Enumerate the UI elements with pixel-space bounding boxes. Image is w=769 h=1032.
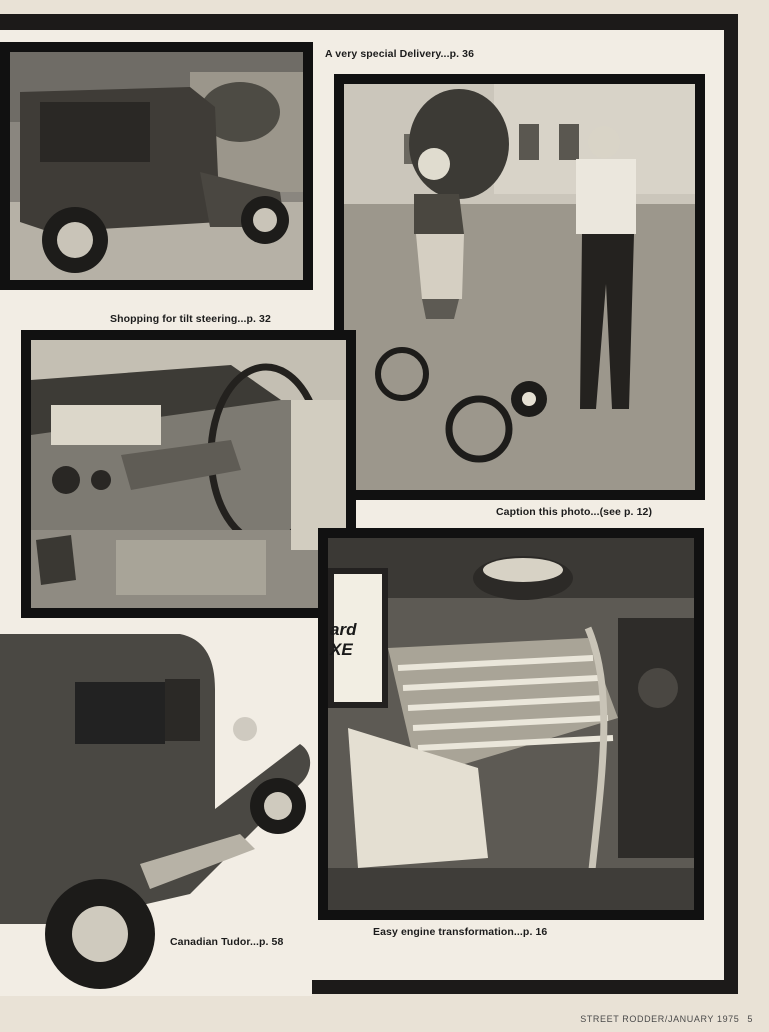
tudor-caption: Canadian Tudor...p. 58 bbox=[170, 936, 284, 948]
page-footer bbox=[580, 1014, 753, 1024]
engine-photo bbox=[318, 528, 704, 920]
engine-sign-text: ard XE bbox=[330, 620, 357, 659]
bicycle-photo bbox=[334, 74, 705, 500]
delivery-caption: A very special Delivery...p. 36 bbox=[325, 48, 475, 60]
tilt-caption: Shopping for tilt steering...p. 32 bbox=[110, 313, 271, 325]
footer-issue: STREET RODDER/JANUARY 1975 bbox=[580, 1014, 740, 1024]
engine-caption: Easy engine transformation...p. 16 bbox=[373, 926, 548, 938]
delivery-photo bbox=[0, 42, 313, 290]
steering-photo bbox=[21, 330, 356, 618]
page-number: 5 bbox=[747, 1014, 753, 1024]
caption-photo-caption: Caption this photo...(see p. 12) bbox=[496, 506, 653, 518]
